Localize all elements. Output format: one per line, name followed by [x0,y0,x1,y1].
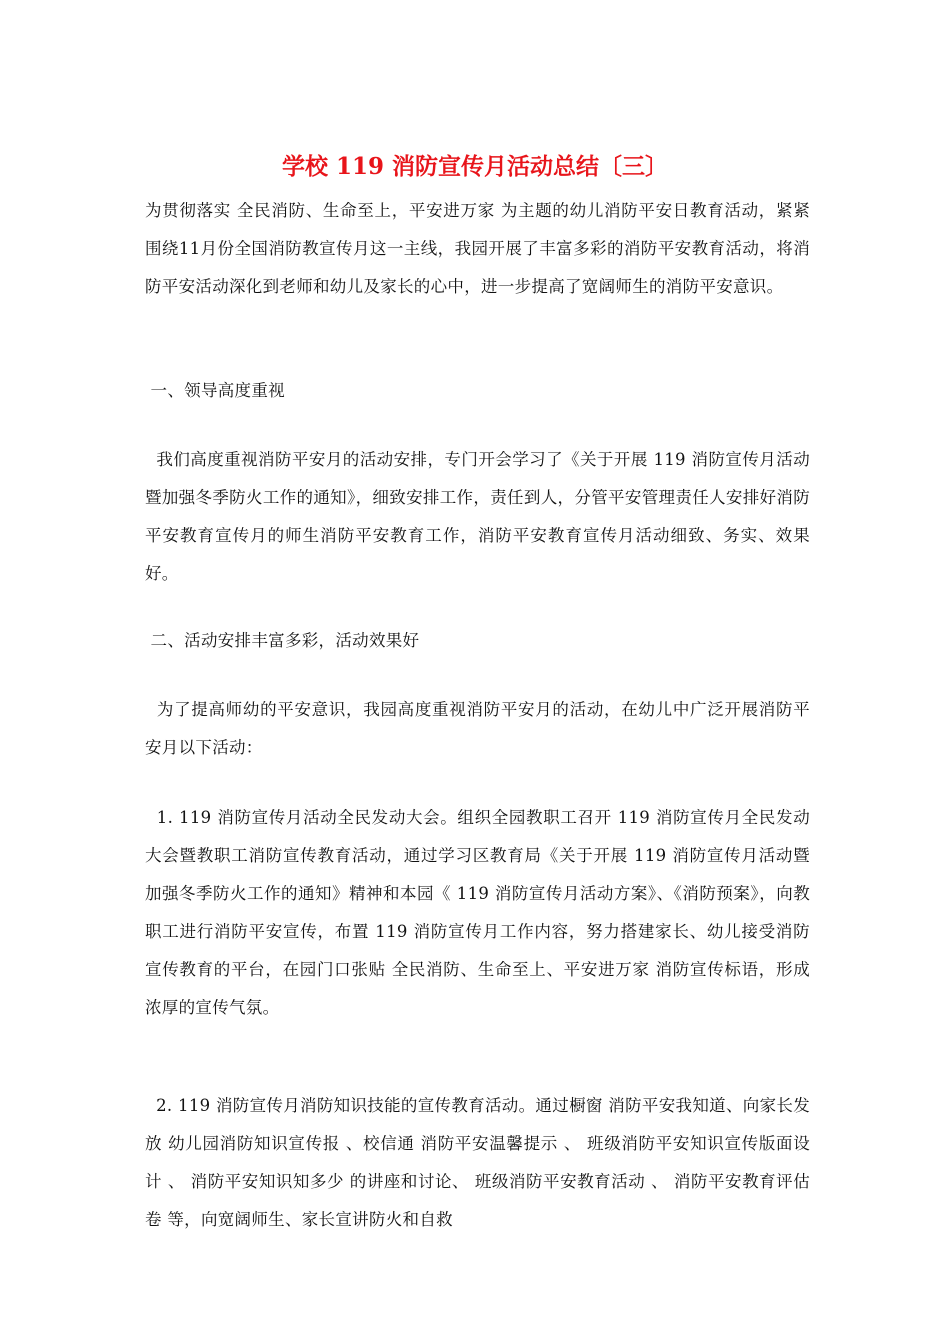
document-title: 学校 119 消防宣传月活动总结〔三〕 [281,153,669,180]
intro-paragraph: 为贯彻落实 全民消防、生命至上，平安进万家 为主题的幼儿消防平安日教育活动，紧紧围绕11月份全国消防教宣传月这一主线，我园开展了丰富多彩的消防平安教育活动，将消防平安活动深化到老师和幼儿及家长的心中，进一步提高了宽阔师生的消防平安意识。 [145,201,810,296]
section-heading-1: 一、领导高度重视 [145,381,285,400]
section-2-intro-paragraph: 为了提高师幼的平安意识，我园高度重视消防平安月的活动，在幼儿中广泛开展消防平安月以下活动： [145,700,810,757]
section-1-paragraph: 我们高度重视消防平安月的活动安排，专门开会学习了《关于开展 119 消防宣传月活动暨加强冬季防火工作的通知》，细致安排工作，责任到人，分管平安管理责任人安排好消防平安教育宣传月的师生消防平安教育工作，消防平安教育宣传月活动细致、务实、效果好。 [145,450,810,583]
activity-item-1: 1. 119 消防宣传月活动全民发动大会。组织全园教职工召开 119 消防宣传月全民发动大会暨教职工消防宣传教育活动，通过学习区教育局《关于开展 119 消防宣传月活动暨加强冬季防火工作的通知》精神和本园《 119 消防宣传月活动方案》、《消防预案》，向教职工进行消防平安宣传，布置 119 消防宣传月工作内容，努力搭建家长、幼儿接受消防宣传教育的平台，在园门口张贴 全民消防、生命至上、平安进万家 消防宣传标语，形成浓厚的宣传气氛。 [145,808,810,1017]
activity-item-2: 2. 119 消防宣传月消防知识技能的宣传教育活动。通过橱窗 消防平安我知道、向家长发放 幼儿园消防知识宣传报 、校信通 消防平安温馨提示 、 班级消防平安知识宣传版面设计 、 消防平安知识知多少 的讲座和讨论、 班级消防平安教育活动 、 消防平安教育评估卷 等，向宽阔师生、家长宣讲防火和自救 [145,1096,810,1229]
section-heading-2: 二、活动安排丰富多彩，活动效果好 [145,631,420,650]
